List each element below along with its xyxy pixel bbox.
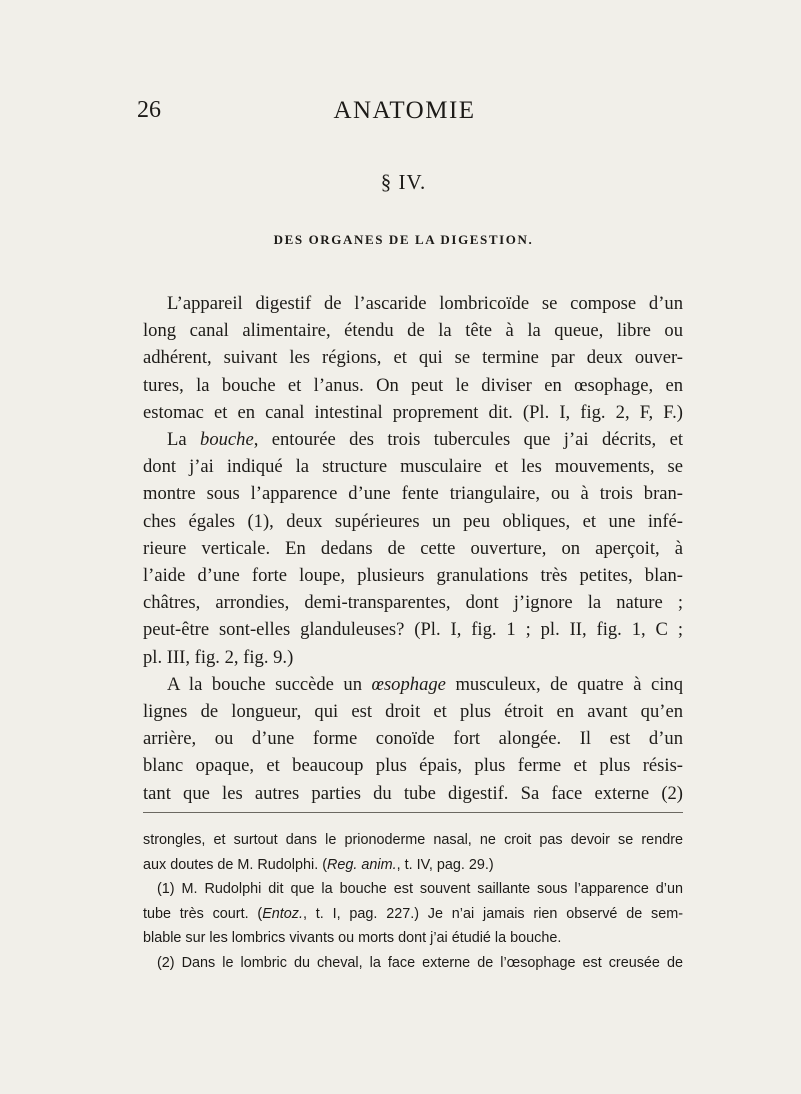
text-run: L’appareil digestif de l’ascaride lombricoïde se compose d’un [167,293,683,314]
text-run: (2) Dans le lombric du cheval, la face externe de l’œsophage est creusée de [157,954,683,971]
body-text [143,290,683,807]
text-run: (1) M. Rudolphi dit que la bouche est souvent saillante sous l’apparence d’un [157,881,683,898]
text-run: arrière, ou d’une forme conoïde fort alongée. Il est d’un [143,728,683,750]
text-run: tures, la bouche et l’anus. On peut le diviser en œsophage, en [143,374,683,396]
text-run: strongles, et surtout dans le prionoderme nasal, ne croit pas devoir se rendre [143,832,683,848]
text-run: tube très court. ( [143,905,263,922]
italic-term: bouche [200,429,254,451]
text-run: montre sous l’apparence d’une fente triangulaire, ou à trois bran- [143,483,683,505]
footnote-line [143,853,683,878]
footnote-line [143,951,683,976]
text-run: , entourée des trois tubercules que j’ai décrits, et [253,429,683,451]
footnote-rule [143,812,683,813]
body-line [143,317,683,344]
body-line [143,644,683,671]
body-line [143,562,683,589]
body-line [143,290,683,317]
page-number: 26 [137,97,161,123]
text-run: ches égales (1), deux supérieures un peu obliques, et une infé- [143,510,683,532]
body-line [143,589,683,616]
body-line [143,698,683,725]
italic-term: Reg. anim. [327,856,397,873]
body-line [143,426,683,453]
body-line [143,671,683,698]
text-run: musculeux, de quatre à cinq [445,673,683,695]
body-line [143,344,683,371]
text-run: aux doutes de M. Rudolphi. ( [143,856,327,873]
body-line [143,752,683,779]
body-line [143,399,683,426]
body-line [143,780,683,807]
text-run: adhérent, suivant les régions, et qui se termine par deux ouver- [143,347,683,369]
text-run: blable sur les lombrics vivants ou morts dont j’ai étudié la bouche. [143,930,562,947]
section-title: DES ORGANES DE LA DIGESTION. [273,232,534,247]
body-line [143,508,683,535]
text-run: long canal alimentaire, étendu de la tête à la queue, libre ou [143,320,683,342]
text-run: l’aide d’une forte loupe, plusieurs granulations très petites, blan- [143,565,683,587]
body-line [143,616,683,643]
text-run: châtres, arrondies, demi-transparentes, dont j’ignore la nature ; [143,592,683,614]
text-run: lignes de longueur, qui est droit et plus étroit en avant qu’en [143,701,683,723]
italic-term: Entoz. [262,905,303,922]
section-mark: § IV. [380,170,427,194]
text-run: peut-être sont-elles glanduleuses? (Pl. I, fig. 1 ; pl. II, fig. 1, C ; [143,619,683,641]
body-line [143,372,683,399]
italic-term: œsophage [371,673,446,695]
footnote-line [143,902,683,927]
text-run: rieure verticale. En dedans de cette ouverture, on aperçoit, à [143,537,683,559]
footnote-line [143,877,683,902]
body-line [143,453,683,480]
text-run: , t. I, pag. 227.) Je n’ai jamais rien observé de sem- [303,905,683,922]
footnote-line [143,828,683,853]
body-line [143,480,683,507]
text-run: , t. IV, pag. 29.) [396,856,494,873]
body-line [143,725,683,752]
text-run: blanc opaque, et beaucoup plus épais, plus ferme et plus résis- [143,755,683,777]
text-run: pl. III, fig. 2, fig. 9.) [143,646,294,668]
text-run: estomac et en canal intestinal proprement dit. (Pl. I, fig. 2, F, F.) [143,401,683,423]
footnotes [143,828,683,976]
text-run: dont j’ai indiqué la structure musculaire et les mouvements, se [143,456,683,478]
footnote-line [143,926,683,951]
running-head: ANATOMIE [333,97,476,124]
text-run: tant que les autres parties du tube digestif. Sa face externe (2) [143,782,683,804]
text-run: La [167,429,201,451]
body-line [143,535,683,562]
text-run: A la bouche succède un [167,673,372,695]
